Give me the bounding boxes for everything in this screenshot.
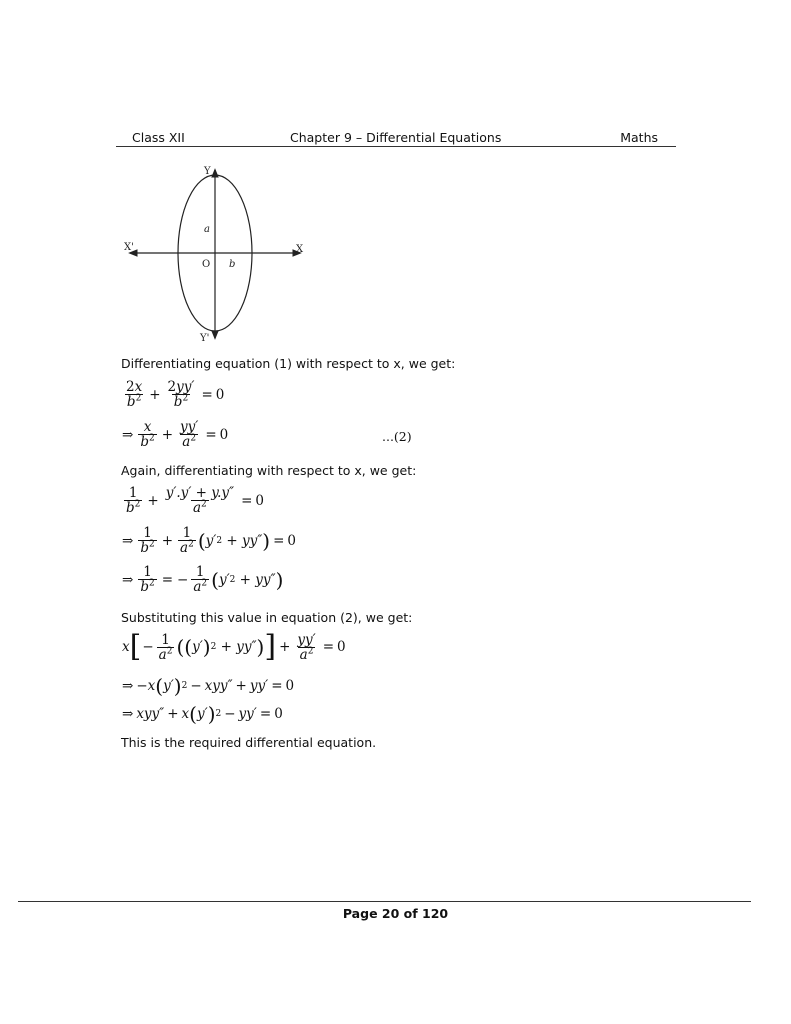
paragraph-3: Substituting this value in equation (2), we get:	[121, 610, 413, 625]
paragraph-2: Again, differentiating with respect to x, we get:	[121, 463, 417, 478]
header-subject: Maths	[620, 130, 658, 145]
page-number: Page 20 of 120	[342, 906, 449, 921]
equation-3: $\frac{1}{b^2}$ + $\frac{y'.y' + y.y''}{a^2}$ = 0	[126, 485, 264, 516]
equation-7: ⇒ − x ( y′ ) 2 − xyy″ + yy′ = 0	[122, 674, 295, 698]
equation-4: ⇒ $\frac{1}{b^2}$ + $\frac{1}{a^2}$ ( y′ 2 + yy″ ) = 0	[122, 525, 296, 556]
label-origin: O	[202, 259, 211, 270]
equation-1: $\frac{2x}{b^2}$ + $\frac{2yy'}{b^2}$ = 0	[126, 379, 225, 410]
label-b: b	[229, 259, 236, 270]
label-x-neg: X'	[124, 242, 134, 253]
label-y: Y	[204, 166, 211, 177]
equation-8: ⇒ xyy″ + x ( y′ ) 2 − yy′ = 0	[122, 702, 283, 726]
label-a: a	[204, 224, 210, 235]
paragraph-4: This is the required differential equation.	[121, 735, 377, 750]
ellipse-diagram	[120, 160, 310, 345]
label-y-neg: Y'	[200, 333, 210, 344]
page-header	[116, 128, 676, 147]
equation-2: ⇒ $\frac{x}{b^2}$ + $\frac{yy'}{a^2}$ = 0	[122, 419, 229, 450]
label-x: X	[296, 244, 304, 255]
ellipse-figure	[120, 160, 310, 345]
footer-divider	[18, 901, 751, 902]
paragraph-1: Differentiating equation (1) with respect to x, we get:	[121, 356, 456, 371]
header-chapter: Chapter 9 – Differential Equations	[290, 130, 502, 145]
equation-6: x [ − $\frac{1}{a^2}$ ( ( y′ ) 2 + yy″ ) ] + $\frac{yy'}{a^2}$ = 0	[122, 629, 346, 664]
header-class: Class XII	[132, 130, 185, 145]
equation-5: ⇒ $\frac{1}{b^2}$ = − $\frac{1}{a^2}$ ( y′ 2 + yy″ )	[122, 564, 284, 595]
equation-number: ...(2)	[382, 429, 412, 444]
